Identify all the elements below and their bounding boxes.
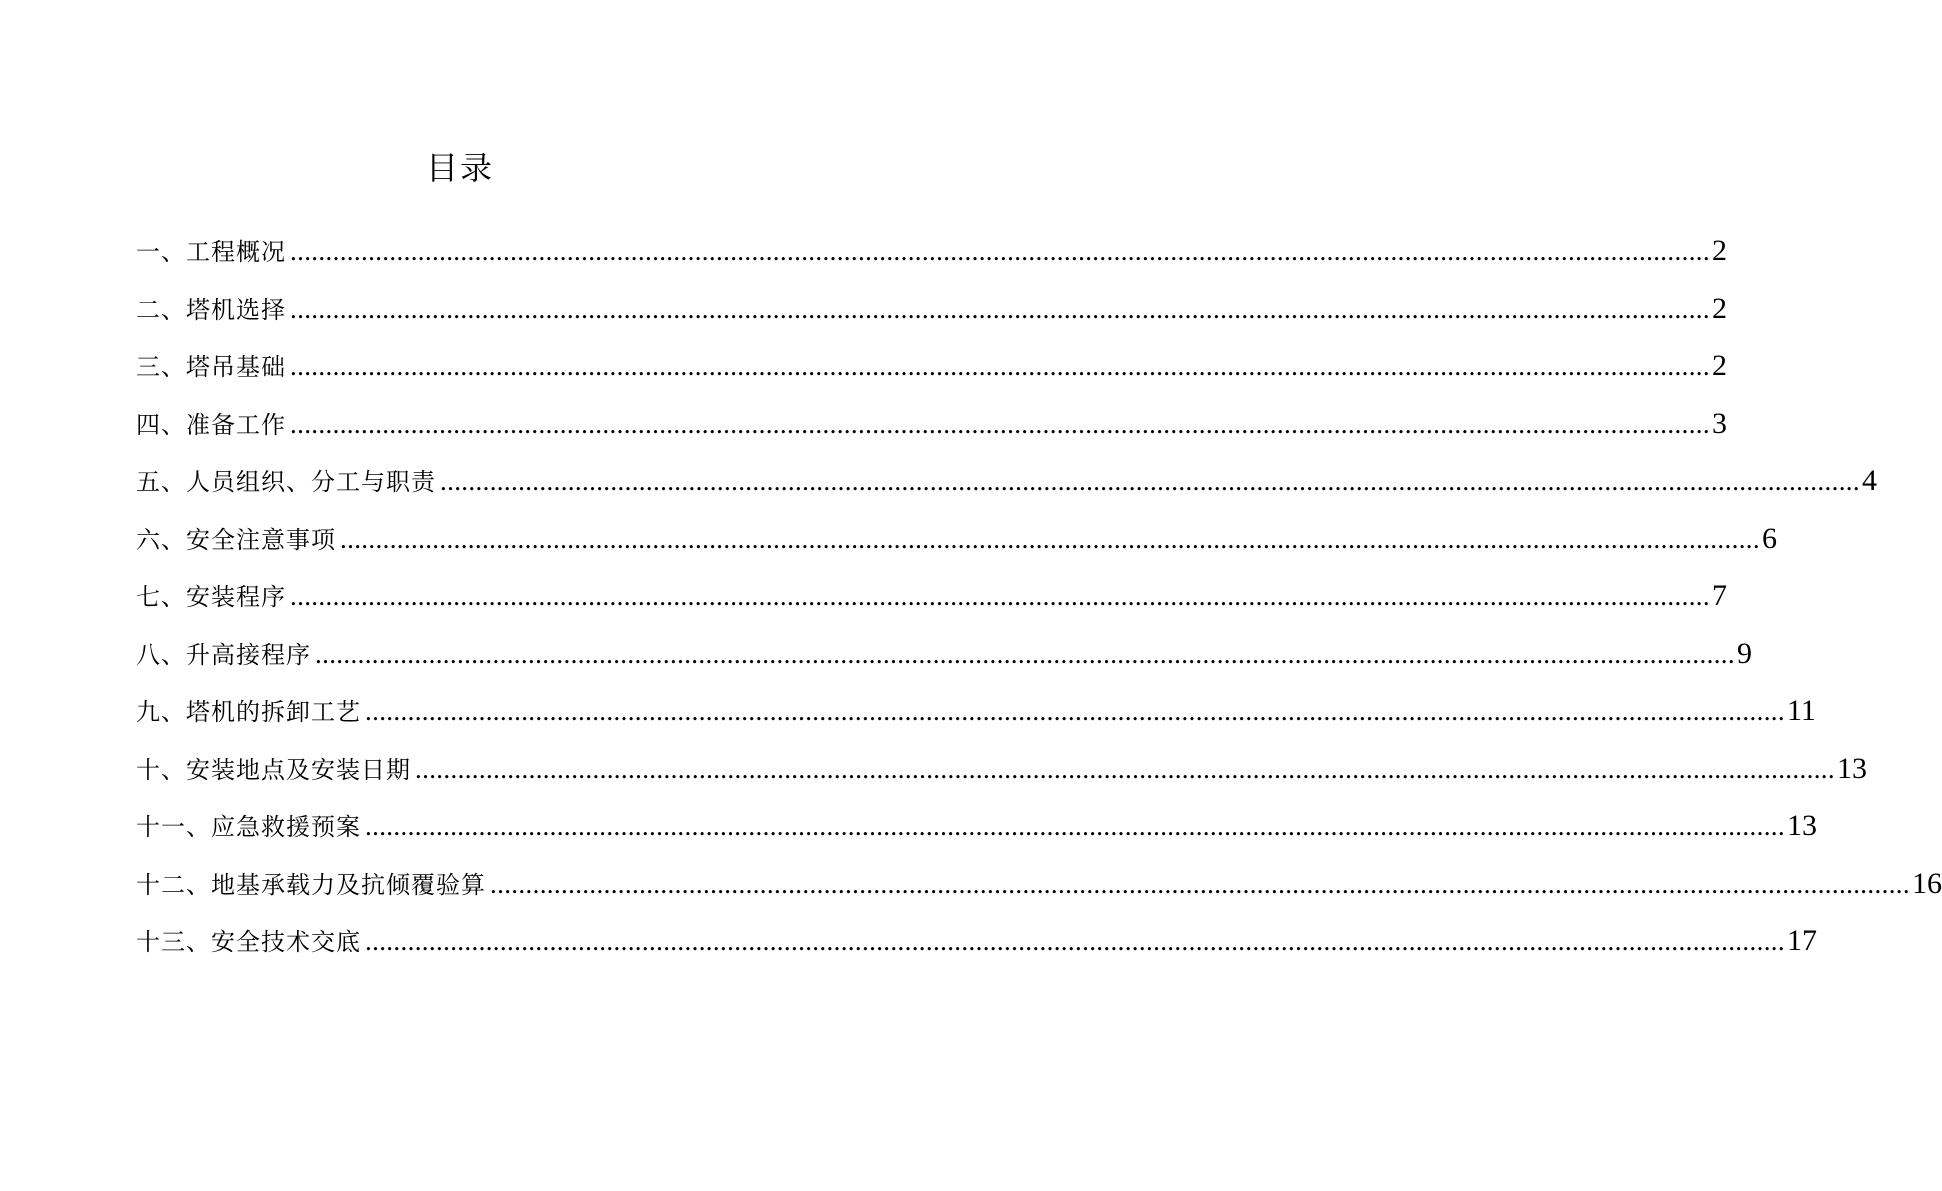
toc-entry-label: 十一、应急救援预案 (136, 813, 361, 841)
toc-page-number: 2 (1712, 234, 1727, 267)
toc-entry-label: 七、安装程序 (136, 583, 286, 611)
toc-page-number: 2 (1712, 349, 1727, 382)
toc-dot-leader: ........................................................................................................................................................................................................ (315, 638, 1735, 669)
toc-entry-label: 十三、安全技术交底 (136, 928, 361, 956)
toc-entry-label: 五、人员组织、分工与职责 (136, 468, 436, 496)
toc-page-number: 3 (1712, 406, 1727, 440)
toc-page-number: 11 (1787, 694, 1816, 727)
toc-entry-label: 三、塔吊基础 (136, 353, 286, 381)
toc-entry[interactable] (136, 222, 1727, 280)
toc-page-number: 17 (1787, 924, 1817, 957)
toc-entry[interactable] (136, 395, 1727, 453)
toc-entry[interactable] (136, 740, 1867, 798)
toc-entry-label: 六、安全注意事项 (136, 525, 336, 554)
toc-dot-leader: ........................................................................................................................................................................................................ (490, 868, 1910, 899)
toc-entry[interactable] (136, 912, 1817, 970)
toc-page-number: 9 (1737, 636, 1752, 670)
toc-dot-leader: ........................................................................................................................................................................................................ (290, 581, 1710, 611)
toc-entry-label: 一、工程概况 (136, 238, 286, 266)
toc-entry-label: 九、塔机的拆卸工艺 (136, 698, 361, 726)
page-title: 目录 (425, 149, 494, 187)
toc-entry[interactable] (136, 337, 1727, 395)
toc-dot-leader: ........................................................................................................................................................................................................ (290, 293, 1710, 324)
toc-entry[interactable] (136, 452, 1877, 510)
toc-entry-label: 十二、地基承载力及抗倾覆验算 (136, 870, 486, 899)
toc-page-number: 16 (1912, 866, 1942, 900)
toc-entry[interactable] (136, 797, 1817, 855)
toc-entry-label: 十、安装地点及安装日期 (136, 755, 411, 784)
table-of-contents (136, 222, 1942, 970)
toc-dot-leader: ........................................................................................................................................................................................................ (365, 926, 1785, 956)
toc-dot-leader: ........................................................................................................................................................................................................ (290, 351, 1710, 381)
toc-page-number: 7 (1712, 579, 1727, 612)
toc-entry-label: 二、塔机选择 (136, 295, 286, 324)
toc-entry[interactable] (136, 567, 1727, 625)
toc-entry-label: 四、准备工作 (136, 410, 286, 439)
toc-entry[interactable] (136, 625, 1752, 683)
toc-page-number: 13 (1787, 809, 1817, 842)
toc-dot-leader: ........................................................................................................................................................................................................ (290, 236, 1710, 266)
toc-entry[interactable] (136, 510, 1777, 568)
toc-page-number: 6 (1762, 521, 1777, 555)
toc-dot-leader: ........................................................................................................................................................................................................ (415, 753, 1835, 784)
toc-page-number: 13 (1837, 751, 1867, 785)
toc-entry-label: 八、升高接程序 (136, 640, 311, 669)
toc-dot-leader: ........................................................................................................................................................................................................ (440, 466, 1860, 496)
toc-entry[interactable] (136, 855, 1942, 913)
toc-dot-leader: ........................................................................................................................................................................................................ (365, 696, 1785, 726)
toc-dot-leader: ........................................................................................................................................................................................................ (365, 811, 1785, 841)
toc-page-number: 2 (1712, 291, 1727, 325)
toc-entry[interactable] (136, 682, 1816, 740)
toc-dot-leader: ........................................................................................................................................................................................................ (340, 523, 1760, 554)
toc-page-number: 4 (1862, 464, 1877, 497)
toc-dot-leader: ........................................................................................................................................................................................................ (290, 408, 1710, 439)
toc-entry[interactable] (136, 280, 1727, 338)
